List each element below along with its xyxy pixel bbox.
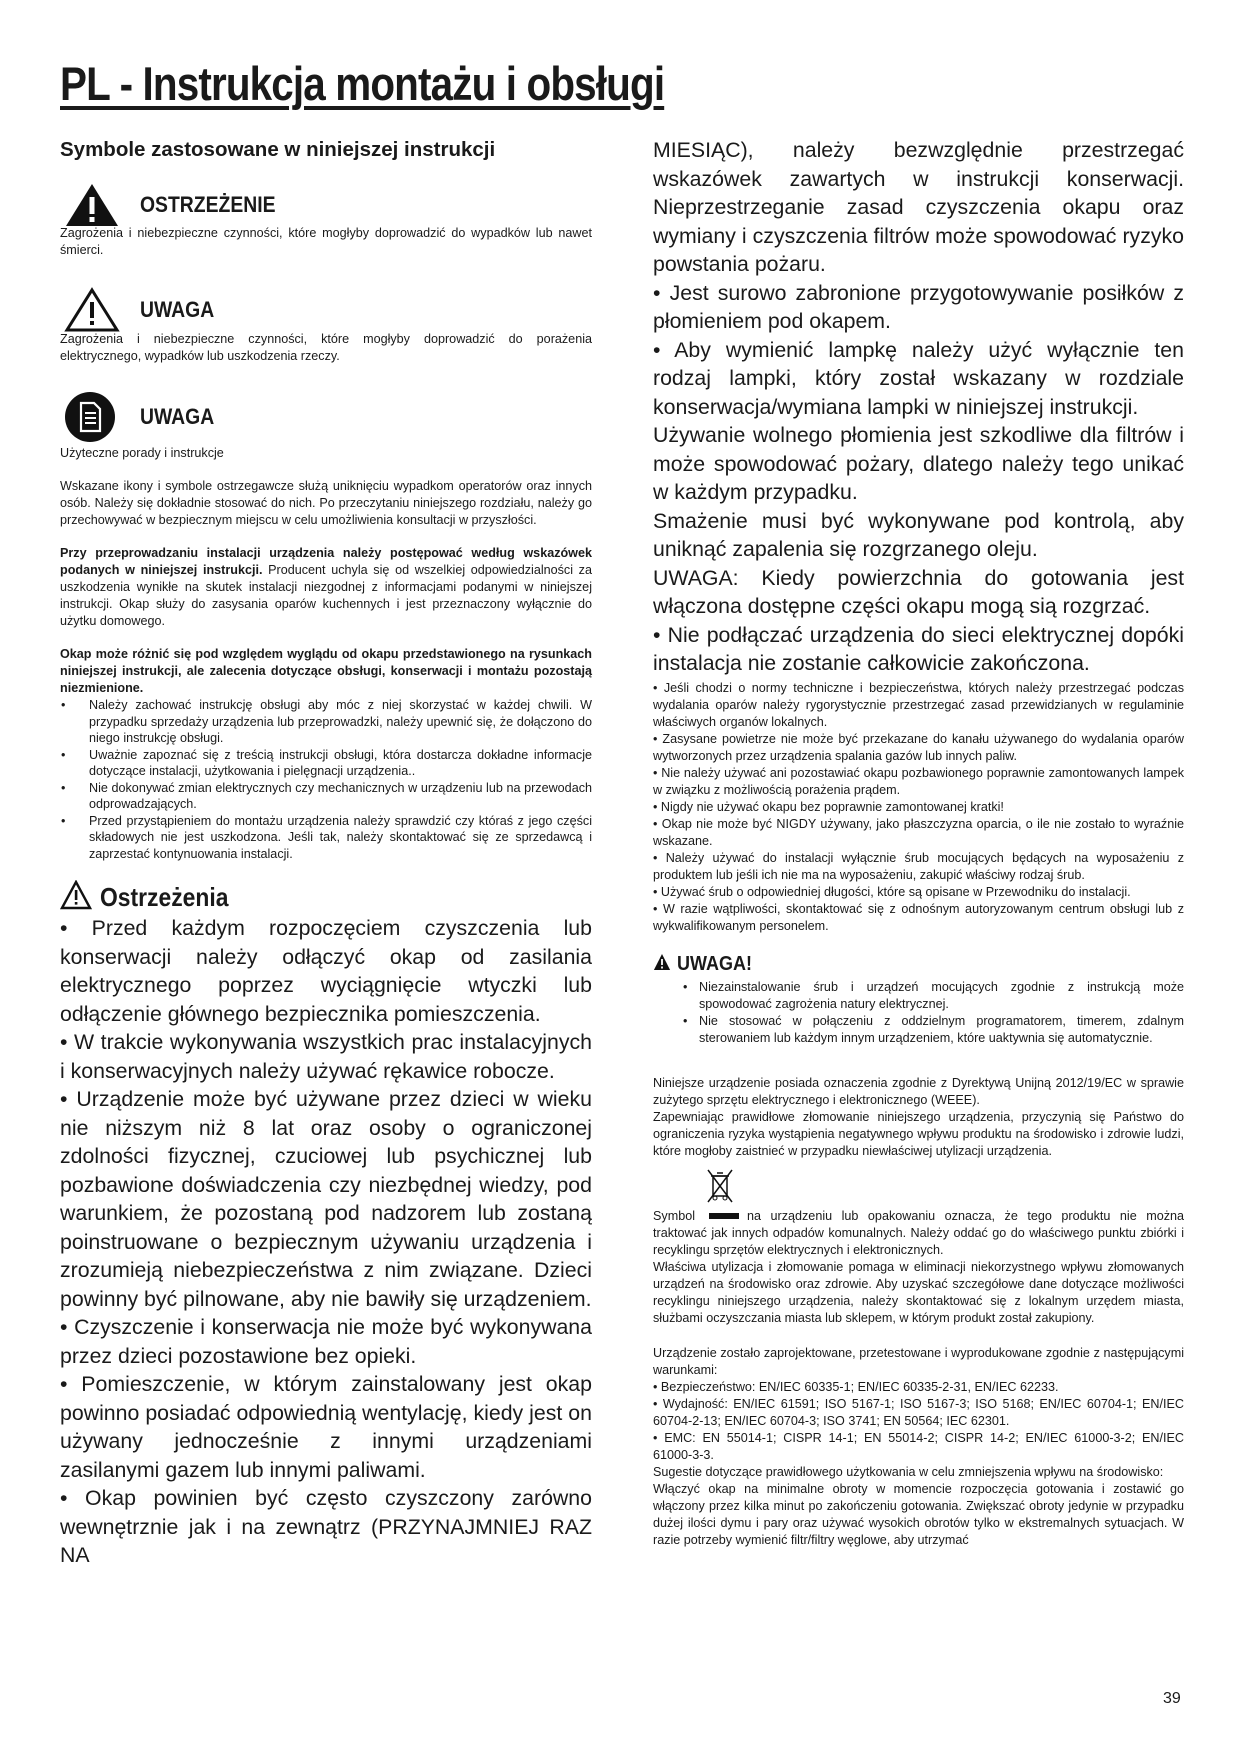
warning-paragraph: Używanie wolnego płomienia jest szkodliwe dla filtrów i może spowodować pożary, dlatego należy tego unikać w każdym przypadku. bbox=[653, 423, 1184, 504]
warning-paragraph: • Przed każdym rozpoczęciem czyszczenia lub konserwacji należy odłączyć okap od zasilania elektrycznego poprzez wyciągnięcie wtyczki lub odłączenie głównego bezpiecznika pomieszczenia. bbox=[60, 916, 592, 1026]
weee-symbol-paragraph bbox=[653, 1208, 1184, 1259]
crossed-bin-icon bbox=[705, 1166, 1184, 1206]
symbol-description: Użyteczne porady i instrukcje bbox=[60, 446, 224, 460]
appearance-note: Okap może różnić się pod względem wyglądu od okapu przedstawionego na rysunkach niniejszej instrukcji, ale zalecenia dotyczące obsługi, konserwacji i montażu pozostają niezmienione. bbox=[60, 647, 592, 695]
warning-paragraph: • Pomieszczenie, w którym zainstalowany jest okap powinno posiadać odpowiednią wentylację, kiedy jest on używany jednocześnie z innymi urządzeniami zasilanymi gazem lub innymi paliwami. bbox=[60, 1372, 592, 1482]
safety-note: • Nigdy nie używać okapu bez poprawnie zamontowanej kratki! bbox=[653, 799, 1004, 814]
danger-triangle-filled-icon bbox=[653, 953, 671, 977]
warnings-right-text bbox=[653, 136, 1184, 678]
conformity-section bbox=[653, 1345, 1184, 1549]
install-rest: Producent uchyla się od wszelkiej odpowiedzialności za uszkodzenia wynikłe na skutek instalacji niezgodnej z informacjami podanymi w niniejszej instrukcji. Okap służy do zasysania oparów kuchennych i jest przeznaczony wyłącznie do użytku domowego. bbox=[60, 563, 592, 628]
install-bold: Przy przeprowadzaniu instalacji urządzenia należy postępować według wskazówek podanych w niniejszej instrukcji. bbox=[60, 546, 592, 577]
safety-note: • Okap nie może być NIGDY używany, jako płaszczyzna oparcia, o ile nie zostało to wyraźnie wskazane. bbox=[653, 816, 1184, 848]
weee-symbol-word: Symbol bbox=[653, 1208, 695, 1223]
warning-paragraph: Smażenie musi być wykonywane pod kontrolą, aby uniknąć zapalenia się rozgrzanego oleju. bbox=[653, 508, 1184, 561]
warning-paragraph: • Aby wymienić lampkę należy użyć wyłącznie ten rodzaj lampki, który został wskazany w rozdziale konserwacja/wymiana lampki w niniejszej instrukcji. bbox=[653, 337, 1184, 419]
uwaga-heading: UWAGA! bbox=[677, 953, 752, 975]
danger-triangle-filled-icon bbox=[60, 182, 126, 228]
warning-triangle-outline-icon bbox=[60, 880, 92, 915]
document-circle-icon bbox=[60, 391, 126, 443]
warning-paragraph: • Jest surowo zabronione przygotowywanie posiłków z płomieniem pod okapem. bbox=[653, 280, 1184, 333]
weee-bar-icon bbox=[709, 1213, 739, 1219]
symbol-info-block bbox=[60, 391, 592, 462]
symbol-warning-block bbox=[60, 182, 592, 259]
weee-paragraph: Niniejsze urządzenie posiada oznaczenia zgodnie z Dyrektywą Unijną 2012/19/EC w sprawie zużytego sprzętu elektrycznego i elektronicznego (WEEE). bbox=[653, 1075, 1184, 1107]
standard-line: • Wydajność: EN/IEC 61591; ISO 5167-1; ISO 5167-3; ISO 5168; EN/IEC 60704-1; EN/IEC 60704-2-13; EN/IEC 60704-3; ISO 3741; EN 50564; IEC 62301. bbox=[653, 1396, 1184, 1428]
list-item: • Nie dokonywać zmian elektrycznych czy mechanicznych w urządzeniu lub na przewodach odprowadzających. bbox=[60, 780, 592, 813]
weee-paragraph: Właściwa utylizacja i złomowanie pomaga w eliminacji niekorzystnego wpływu złomowanych urządzeń na środowisko oraz zdrowie. Aby uzyskać szczegółowe dane dotyczące możliwości recyklingu niniejszego urządzenia, należy skontaktować się z lokalnym urzędem miasta, służbami oczyszczania miasta lub sklepem, w którym produkt został zakupiony. bbox=[653, 1259, 1184, 1325]
safety-notes bbox=[653, 680, 1184, 935]
symbol-title: UWAGA bbox=[140, 297, 215, 322]
safety-note: • Należy używać do instalacji wyłącznie śrub mocujących będących na wyposażeniu z produktem lub jeśli ich nie ma na wyposażeniu, zakupić właściwy rodzaj śrub. bbox=[653, 850, 1184, 882]
weee-symbol-text: na urządzeniu lub opakowaniu oznacza, że tego produktu nie można traktować jak innych odpadów komunalnych. Należy oddać go do właściwego punktu zbiórki i recyklingu sprzętów elektrycznych i elektronicznych. bbox=[653, 1208, 1184, 1257]
weee-section bbox=[653, 1075, 1184, 1327]
safety-note: • Zasysane powietrze nie może być przekazane do kanału używanego do wydalania oparów wytworzonych przez urządzenia spalania gazów lub innych paliw. bbox=[653, 731, 1184, 763]
list-item: • Przed przystąpieniem do montażu urządzenia należy sprawdzić czy któraś z jego części składowych nie jest uszkodzona. Jeśli tak, należy skontaktować się ze sprzedawcą i zaprzestać kontynuowania instalacji. bbox=[60, 813, 592, 863]
left-column bbox=[60, 138, 592, 1570]
uwaga-bullet-list bbox=[653, 979, 1184, 1047]
page-number: 39 bbox=[1163, 1690, 1181, 1707]
intro-text bbox=[60, 478, 592, 697]
warnings-heading: Ostrzeżenia bbox=[100, 881, 229, 912]
uwaga-header bbox=[653, 953, 1184, 977]
safety-note: • Nie należy używać ani pozostawiać okapu pozbawionego poprawnie zamontowanych lampek w związku z możliwością porażenia prądem. bbox=[653, 765, 1184, 797]
symbol-caution-block bbox=[60, 287, 592, 365]
standard-line: • Bezpieczeństwo: EN/IEC 60335-1; EN/IEC 60335-2-31, EN/IEC 62233. bbox=[653, 1379, 1059, 1394]
symbol-title: OSTRZEŻENIE bbox=[140, 192, 276, 217]
safety-note: • Jeśli chodzi o normy techniczne i bezpieczeństwa, których należy przestrzegać podczas wydalania oparów należy rygorystycznie przestrzegać zasad przewidzianych w regulaminie właściwych organów lokalnych. bbox=[653, 680, 1184, 729]
list-item: • Niezainstalowanie śrub i urządzeń mocujących zgodnie z instrukcją może spowodować zagrożenia natury elektrycznej. bbox=[683, 979, 1184, 1013]
symbols-heading: Symbole zastosowane w niniejszej instrukcji bbox=[60, 138, 496, 161]
eco-heading: Sugestie dotyczące prawidłowego użytkowania w celu zmniejszenia wpływu na środowisko: bbox=[653, 1464, 1164, 1479]
right-column bbox=[653, 136, 1184, 1549]
warning-paragraph: • Okap powinien być często czyszczony zarówno wewnętrznie jak i na zewnątrz (PRZYNAJMNIEJ RAZ NA bbox=[60, 1486, 592, 1567]
warnings-left-text bbox=[60, 914, 592, 1570]
design-paragraph: Urządzenie zostało zaprojektowane, przetestowane i wyprodukowane zgodnie z następującymi warunkami: bbox=[653, 1345, 1184, 1377]
symbol-description: Zagrożenia i niebezpieczne czynności, które mogłyby doprowadzić do wypadków lub nawet śmierci. bbox=[60, 226, 592, 257]
eco-paragraph: Włączyć okap na minimalne obroty w momencie rozpoczęcia gotowania i zostawić go włączony przez kilka minut po zakończeniu gotowania. Zwiększać obroty jedynie w przypadku dużej ilości dymu i pary oraz używać wysokich obrotów tylko w ekstremalnych sytuacjach. W razie potrzeby wymienić filtr/filtry węglowe, aby utrzymać bbox=[653, 1481, 1184, 1547]
warning-triangle-outline-icon bbox=[60, 287, 126, 333]
warnings-header bbox=[60, 880, 592, 914]
page-title: PL - Instrukcja montażu i obsługi bbox=[60, 57, 665, 110]
install-paragraph bbox=[60, 545, 592, 630]
warning-paragraph: MIESIĄC), należy bezwzględnie przestrzegać wskazówek zawartych w instrukcji konserwacji. Nieprzestrzeganie zasad czyszczenia okapu oraz wymiany i czyszczenia filtrów może spowodować ryzyko powstania pożaru. bbox=[653, 138, 1184, 276]
list-item: • Należy zachować instrukcję obsługi aby móc z niej skorzystać w każdej chwili. W przypadku sprzedaży urządzenia lub przeprowadzki, należy upewnić się, że dołączono do niego instrukcję obsługi. bbox=[60, 697, 592, 747]
warning-paragraph: • W trakcie wykonywania wszystkich prac instalacyjnych i konserwacyjnych należy używać rękawice robocze. bbox=[60, 1030, 592, 1083]
symbol-description: Zagrożenia i niebezpieczne czynności, które mogłyby doprowadzić do porażenia elektrycznego, wypadków lub uszkodzenia rzeczy. bbox=[60, 332, 592, 363]
standard-line: • EMC: EN 55014-1; CISPR 14-1; EN 55014-2; CISPR 14-2; EN/IEC 61000-3-2; EN/IEC 61000-3-3. bbox=[653, 1430, 1184, 1462]
symbol-title: UWAGA bbox=[140, 404, 215, 429]
warning-paragraph: UWAGA: Kiedy powierzchnia do gotowania jest włączona dostępne części okapu mogą sią rozgrzać. bbox=[653, 565, 1184, 618]
warning-paragraph: • Nie podłączać urządzenia do sieci elektrycznej dopóki instalacja nie zostanie całkowicie zakończona. bbox=[653, 622, 1184, 675]
intro-bullet-list bbox=[60, 697, 592, 862]
list-item: • Nie stosować w połączeniu z oddzielnym programatorem, timerem, zdalnym sterowaniem lub każdym innym urządzeniem, które uaktywnia się automatycznie. bbox=[683, 1013, 1184, 1047]
safety-note: • W razie wątpliwości, skontaktować się z odnośnym autoryzowanym centrum obsługi lub z wykwalifikowanym personelem. bbox=[653, 901, 1184, 933]
safety-note: • Używać śrub o odpowiedniej długości, które są opisane w Przewodniku do instalacji. bbox=[653, 884, 1131, 899]
weee-paragraph: Zapewniając prawidłowe złomowanie niniejszego urządzenia, przyczynią się Państwo do ograniczenia ryzyka wystąpienia negatywnego wpływu produktu na środowisko i zdrowie ludzi, które mogłoby zaistnieć w przypadku niewłaściwej utylizacji urządzenia. bbox=[653, 1109, 1184, 1158]
list-item: • Uważnie zapoznać się z treścią instrukcji obsługi, która dostarcza dokładne informacje dotyczące instalacji, użytkowania i pielęgnacji urządzenia.. bbox=[60, 747, 592, 780]
warning-paragraph: • Urządzenie może być używane przez dzieci w wieku nie niższym niż 8 lat oraz osoby o ograniczonej zdolności fizycznej, czuciowej lub psychicznej lub pozbawione doświadczenia czy niezbędnej wiedzy, pod warunkiem, że pozostaną pod nadzorem lub zostaną poinstruowane o bezpiecznym używaniu urządzenia i zrozumieją niebezpieczeństwa z nim związane. Dzieci powinny być pilnowane, aby nie bawiły się urządzeniem. bbox=[60, 1087, 592, 1311]
warning-paragraph: • Czyszczenie i konserwacja nie może być wykonywana przez dzieci pozostawione bez opieki. bbox=[60, 1315, 592, 1368]
intro-paragraph: Wskazane ikony i symbole ostrzegawcze służą uniknięciu wypadkom operatorów oraz innych osób. Należy się dokładnie stosować do nich. Po przeczytaniu niniejszego rozdziału, należy go przechowywać w bezpiecznym miejscu w celu umożliwienia konsultacji w przyszłości. bbox=[60, 479, 592, 527]
